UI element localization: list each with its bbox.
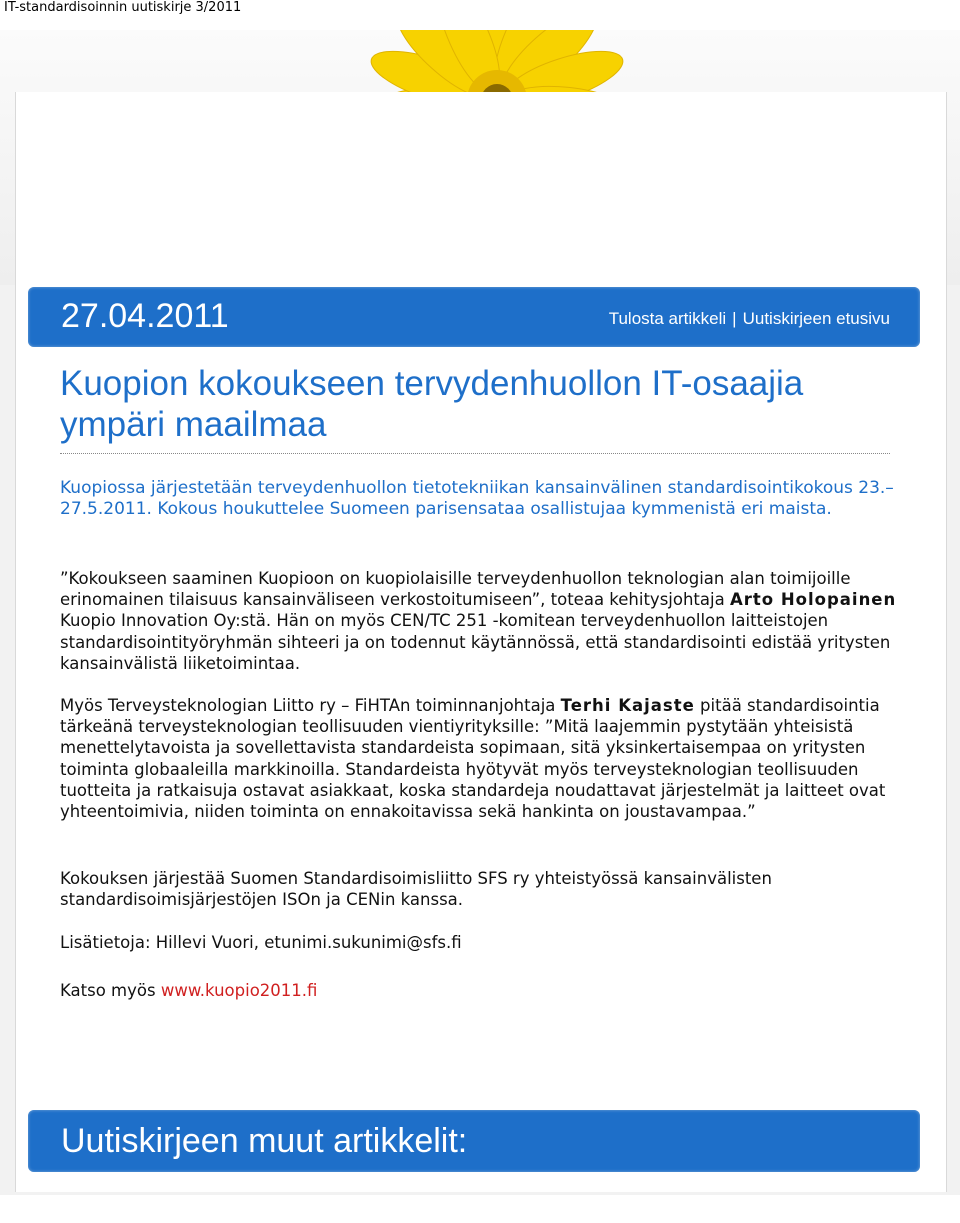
article-paragraph-1 [60,568,900,674]
contact-info: Lisätietoja: Hillevi Vuori, etunimi.sukunimi@sfs.fi [60,933,462,952]
p2-text-before: Myös Terveysteknologian Liitto ry – FiHTAn toiminnanjohtaja [60,696,561,715]
window-title: IT-standardisoinnin uutiskirje 3/2011 [4,0,242,15]
article-title: Kuopion kokoukseen tervydenhuollon IT-osaajia ympäri maailmaa [60,364,804,444]
other-articles-heading: Uutiskirjeen muut artikkelit: [61,1122,468,1160]
person-name-terhi: Terhi Kajaste [560,696,695,715]
article-paragraph-2 [60,695,900,822]
link-separator: | [732,309,737,328]
p2-text-after: pitää standardisointia tärkeänä terveysteknologian teollisuuden vientiyrityksille: ”Mitä laajemmin pystytään yhteisistä menettelytavoista ja sovellettavista standardeista sopimaan, sitä yksinkertaisempaa on yritysten toiminta globaaleilla markkinoilla. Standardeista hyötyvät myös terveysteknologian teollisuuden tuotteita ja ratkaisuja ostavat asiakkaat, koska standardeja noudattavat järjestelmät ja laitteet ovat yhteentoimivia, niiden toiminta on ennakoitavissa sekä hankinta on joustavampaa.” [60,696,886,822]
person-name-arto: Arto Holopainen [729,590,897,610]
article-paragraph-3: Kokouksen järjestää Suomen Standardisoimisliitto SFS ry yhteistyössä kansainvälisten standardisoimisjärjestöjen ISOn ja CENin kanssa. [60,869,772,910]
kuopio2011-link[interactable]: www.kuopio2011.fi [160,981,318,1000]
see-also-label: Katso myös [60,981,161,1000]
newsletter-home-link[interactable]: Uutiskirjeen etusivu [742,309,890,328]
title-divider [60,453,890,454]
issue-date: 27.04.2011 [61,297,229,335]
top-links [609,309,890,329]
article-lead: Kuopiossa järjestetään terveydenhuollon tietotekniikan kansainvälinen standardisointikokous 23.–27.5.2011. Kokous houkuttelee Suomeen parisensataa osallistujaa kymmenistä eri maista. [60,478,894,519]
print-article-link[interactable]: Tulosta artikkeli [608,309,727,328]
see-also [60,980,900,1001]
p1-text-before: ”Kokoukseen saaminen Kuopioon on kuopiolaisille terveydenhuollon teknologian alan toimijoille erinomainen tilaisuus kansainväliseen verkostoitumiseen”, toteaa kehitysjohtaja [60,569,851,610]
bottom-strip [0,1195,960,1223]
p1-text-after: Kuopio Innovation Oy:stä. Hän on myös CEN/TC 251 -komitean terveydenhuollon laitteistojen standardisointityöryhmän sihteeri ja on todennut käytännössä, että standardisointi edistää yritysten kansainvälistä liiketoimintaa. [60,611,891,673]
date-bar [28,287,920,347]
other-articles-bar [28,1110,920,1172]
